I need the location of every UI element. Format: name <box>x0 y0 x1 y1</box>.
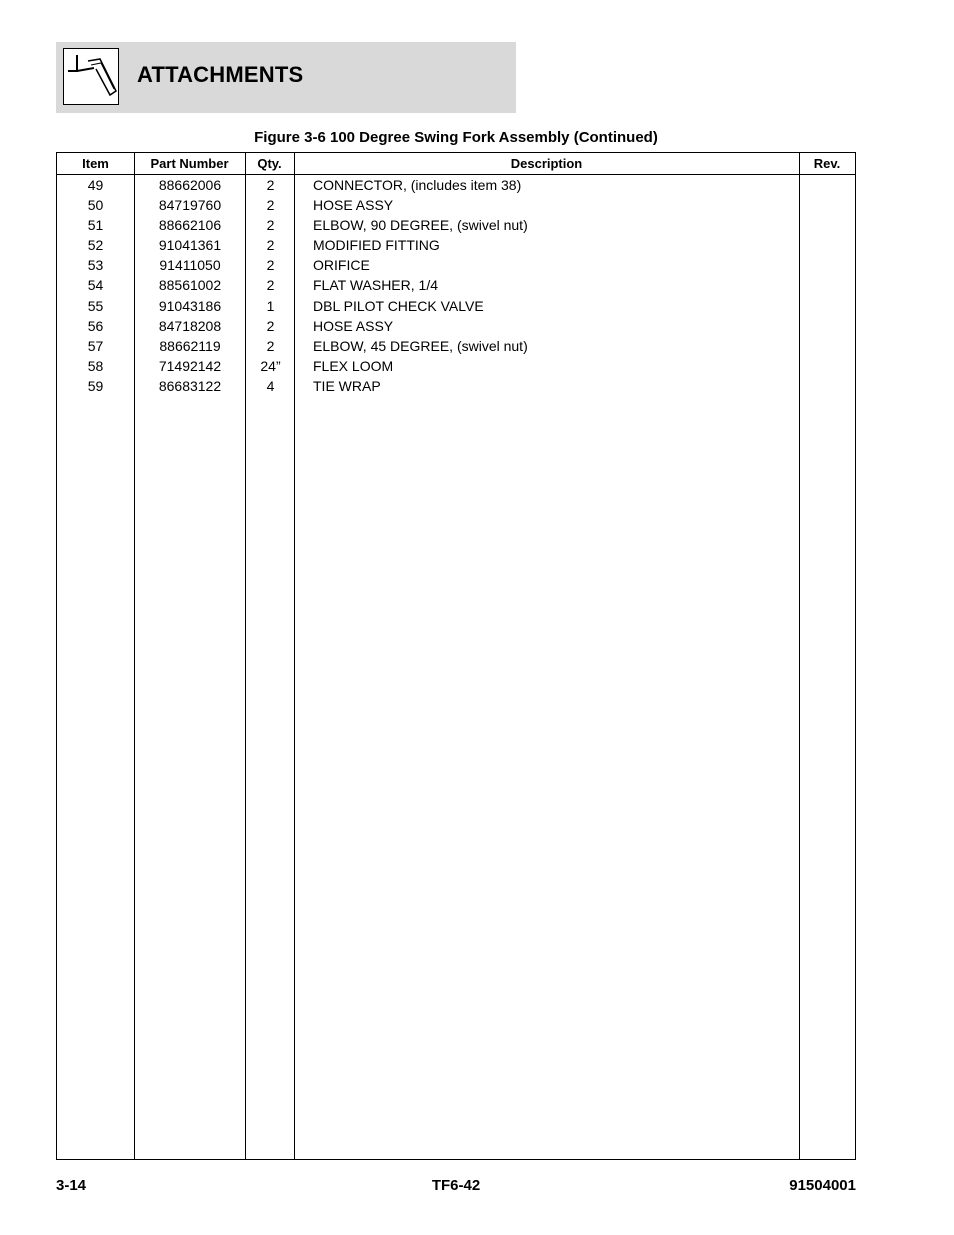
page-number: 3-14 <box>56 1177 87 1194</box>
cell-rev <box>800 195 856 215</box>
cell-part-number: 91041361 <box>158 237 222 254</box>
cell-rev <box>800 356 856 376</box>
cell-item: 53 <box>87 257 104 274</box>
cell-rev <box>800 255 856 275</box>
cell-rev <box>800 215 856 235</box>
cell-item: 59 <box>87 377 104 394</box>
cell-part-number: 91043186 <box>158 297 222 314</box>
cell-rev <box>800 316 856 336</box>
parts-table <box>56 152 856 1160</box>
cell-part-number: 88662119 <box>159 337 221 354</box>
column-header-rev: Rev. <box>813 156 841 171</box>
cell-description: MODIFIED FITTING <box>313 237 440 254</box>
cell-item: 51 <box>87 217 104 234</box>
cell-description: ELBOW, 90 DEGREE, (swivel nut) <box>313 217 528 234</box>
table-row <box>57 275 855 295</box>
cell-qty: 24” <box>260 357 281 374</box>
cell-qty: 2 <box>266 237 275 254</box>
cell-item: 58 <box>87 357 104 374</box>
cell-qty: 2 <box>266 257 275 274</box>
cell-rev <box>800 175 856 195</box>
cell-part-number: 88662006 <box>158 177 222 193</box>
cell-rev <box>800 376 856 396</box>
cell-qty: 4 <box>266 377 275 394</box>
cell-part-number: 84719760 <box>158 197 222 214</box>
table-row <box>57 296 855 316</box>
table-row <box>57 195 855 215</box>
table-row <box>57 175 855 195</box>
table-row <box>57 356 855 376</box>
model-number: TF6-42 <box>431 1177 481 1194</box>
cell-rev <box>800 296 856 316</box>
cell-description: ORIFICE <box>313 257 370 274</box>
table-row <box>57 255 855 275</box>
cell-rev <box>800 235 856 255</box>
cell-part-number: 91411050 <box>159 257 221 274</box>
cell-part-number: 71492142 <box>158 357 222 374</box>
cell-part-number: 88561002 <box>158 277 222 294</box>
cell-description: ELBOW, 45 DEGREE, (swivel nut) <box>313 337 528 354</box>
cell-qty: 2 <box>266 317 275 334</box>
document-number: 91504001 <box>789 1177 856 1194</box>
cell-part-number: 86683122 <box>158 377 222 394</box>
cell-item: 57 <box>87 337 104 354</box>
cell-qty: 2 <box>266 197 275 214</box>
cell-qty: 2 <box>266 277 275 294</box>
column-header-qty: Qty. <box>257 156 282 171</box>
table-row <box>57 235 855 255</box>
cell-qty: 2 <box>266 177 275 193</box>
cell-item: 49 <box>87 177 104 193</box>
page-title: ATTACHMENTS <box>137 62 304 87</box>
figure-title: Figure 3-6 100 Degree Swing Fork Assembly (Continued) <box>254 129 658 146</box>
cell-qty: 2 <box>266 217 275 234</box>
cell-item: 56 <box>87 317 104 334</box>
column-header-part-number: Part Number <box>150 156 229 171</box>
cell-item: 54 <box>87 277 104 294</box>
table-row <box>57 376 855 396</box>
cell-description: HOSE ASSY <box>313 317 394 334</box>
cell-description: TIE WRAP <box>313 377 381 394</box>
cell-item: 52 <box>87 237 104 254</box>
column-header-item: Item <box>82 156 109 171</box>
cell-qty: 1 <box>266 297 275 314</box>
cell-qty: 2 <box>266 337 275 354</box>
cell-rev <box>800 336 856 356</box>
cell-description: CONNECTOR, (includes item 38) <box>313 177 522 193</box>
cell-description: HOSE ASSY <box>313 197 394 214</box>
cell-description: FLAT WASHER, 1/4 <box>313 277 438 294</box>
column-header-description: Description <box>510 156 583 171</box>
cell-item: 55 <box>87 297 104 314</box>
cell-description: FLEX LOOM <box>313 357 394 374</box>
cell-rev <box>800 275 856 295</box>
table-body <box>57 175 855 396</box>
table-row <box>57 316 855 336</box>
table-row <box>57 215 855 235</box>
forklift-fork-icon <box>64 49 120 106</box>
table-row <box>57 336 855 356</box>
header-icon-box <box>63 48 119 105</box>
cell-part-number: 84718208 <box>158 317 222 334</box>
cell-part-number: 88662106 <box>158 217 222 234</box>
cell-item: 50 <box>87 197 104 214</box>
cell-description: DBL PILOT CHECK VALVE <box>313 297 484 314</box>
